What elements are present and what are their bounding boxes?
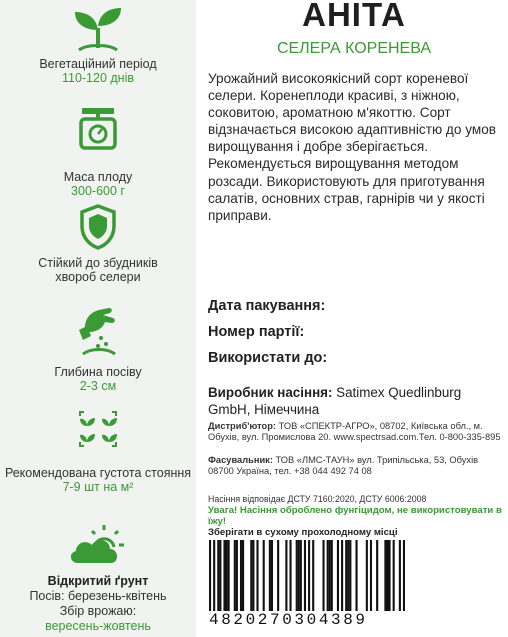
- distributor-text: ТОВ «СПЕКТР-АГРО», 08702, Київська обл., м. Обухів, вул. Промислова 20. www.spectrsad.com.Тел. 0-800-335-895: [208, 421, 501, 442]
- sprout-icon: [69, 6, 127, 52]
- harvest-label: Збір врожаю:: [59, 604, 137, 618]
- fungicide-warning: Увага! Насіння оброблено фунгіцидом, не використовувати в їжу!: [208, 505, 502, 527]
- feature-planting-density: [0, 410, 196, 494]
- weather-cloud-sun-icon: [66, 523, 130, 569]
- producer-info: [208, 384, 504, 418]
- feature-value: 300-600 г: [71, 184, 125, 198]
- producer-label: Виробник насіння:: [208, 385, 333, 400]
- feature-label: Стійкий до збудників хвороб селери: [38, 256, 158, 284]
- standard-info: Насіння відповідає ДСТУ 7160:2020, ДСТУ 6006:2008: [208, 494, 427, 504]
- batch-number-field: Номер партії:: [208, 324, 305, 340]
- feature-vegetation-period: [0, 6, 196, 85]
- producer-text: Satimex Quedlinburg GmbH, Німеччина: [208, 385, 462, 417]
- packer-label: Фасувальник:: [208, 455, 273, 465]
- scale-icon: [78, 106, 118, 150]
- feature-label: Рекомендована густота стояння: [4, 466, 192, 480]
- distributor-label: Дистриб'ютор:: [208, 421, 277, 431]
- feature-value: 2-3 см: [79, 379, 117, 393]
- product-type: СЕЛЕРА КОРЕНЕВА: [276, 40, 432, 57]
- features-sidebar: [0, 0, 196, 637]
- feature-value: 110-120 днів: [61, 71, 135, 85]
- product-name: АНІТА: [302, 0, 406, 33]
- harvest-period: вересень-жовтень: [45, 619, 151, 633]
- feature-sowing-depth: [0, 306, 196, 393]
- hand-sowing-icon: [75, 306, 121, 356]
- feature-label: Відкритий ґрунт: [47, 574, 149, 588]
- feature-label: Вегетаційний період: [39, 57, 157, 71]
- distributor-info: [208, 421, 504, 443]
- packer-info: [208, 455, 504, 477]
- shield-icon: [80, 204, 116, 250]
- storage-note: Зберігати в сухому прохолодному місці: [208, 527, 398, 538]
- planting-density-icon: [74, 410, 122, 448]
- feature-label: Маса плоду: [63, 170, 133, 184]
- sowing-period: Посів: березень-квітень: [29, 589, 167, 603]
- feature-value: 7-9 шт на м²: [62, 480, 134, 494]
- feature-fruit-mass: [0, 106, 196, 198]
- feature-label: Глибина посіву: [54, 365, 142, 379]
- feature-disease-resistance: [0, 204, 196, 284]
- product-description: Урожайний високоякісний сорт кореневої селери. Коренеплоди красиві, з ніжною, соковитою, ароматною м'якоттю. Сорт відзначається високою адаптивністю до умов вирощування і добре зберігається. Рекомендується вирощування методом розсади. Використовують для приготування салатів, основних страв, гарнірів чи у якості приправи.: [208, 71, 496, 223]
- packer-text: ТОВ «ЛМС-ТАУН» вул. Трипільська, 53, Обухів 08700 Україна, тел. +38 044 492 74 08: [208, 455, 479, 476]
- feature-open-ground: [0, 523, 196, 633]
- pack-date-field: Дата пакування:: [208, 298, 326, 314]
- use-by-field: Використати до:: [208, 350, 328, 366]
- barcode-number: 4820270304389: [209, 611, 405, 629]
